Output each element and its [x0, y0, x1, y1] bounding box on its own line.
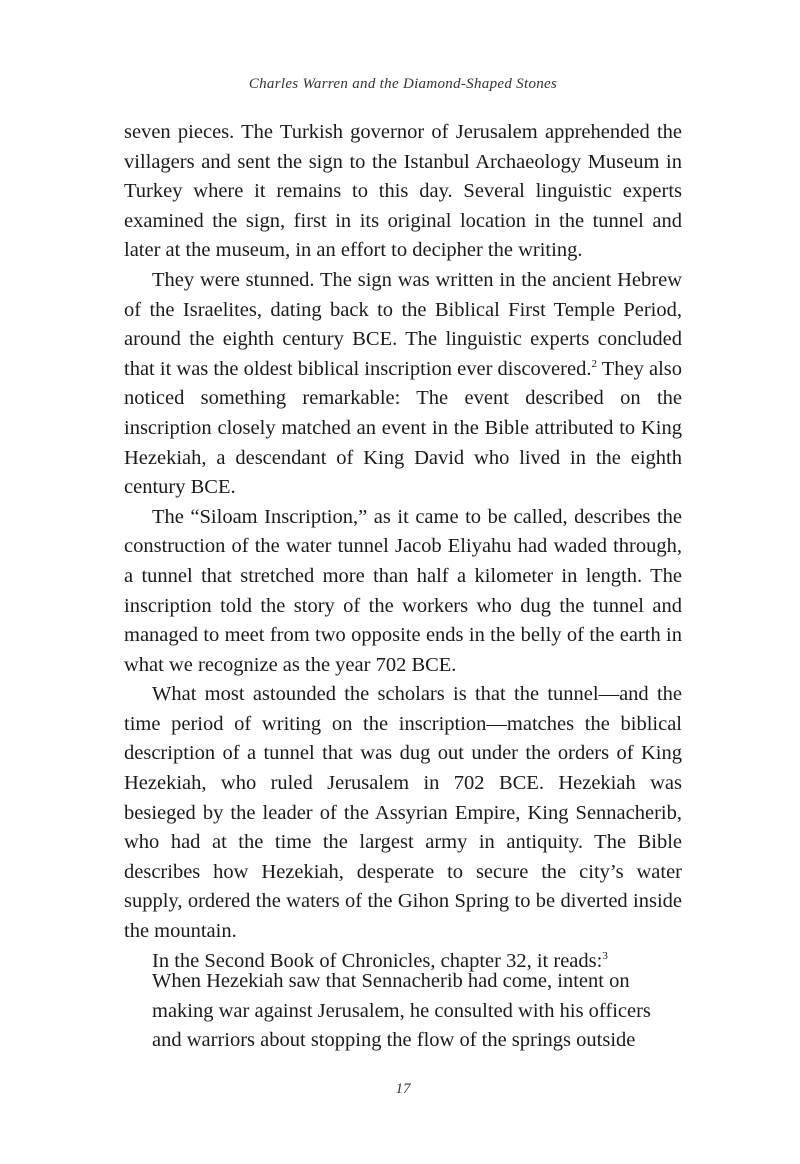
footnote-marker: 3: [602, 949, 608, 962]
paragraph-4: [124, 680, 682, 946]
body-text: [124, 118, 682, 976]
page-number: 17: [395, 1081, 411, 1097]
paragraph-1: [124, 118, 682, 266]
paragraph-3: [124, 503, 682, 681]
paragraph-text: In the Second Book of Chronicles, chapter 32, it reads:: [152, 949, 603, 972]
running-head: Charles Warren and the Diamond-Shaped Stones: [248, 76, 558, 92]
paragraph-text: seven pieces. The Turkish governor of Jerusalem apprehended the villagers and sent the sign to the Istanbul Archaeology Museum in Turkey where it remains to this day. Several linguistic experts examined the sign, first in its original location in the tunnel and later at the museum, in an effort to decipher the writing.: [124, 121, 682, 262]
paragraph-text: The “Siloam Inscription,” as it came to be called, describes the construction of the water tunnel Jacob Eliyahu had waded through, a tunnel that stretched more than half a kilometer in length. The inscription told the story of the workers who dug the tunnel and managed to meet from two opposite ends in the belly of the earth in what we recognize as the year 702 BCE.: [124, 505, 682, 676]
paragraph-text: They were stunned. The sign was written in the ancient Hebrew of the Israelites, dating back to the Biblical First Temple Period, around the eighth century BCE. The linguistic experts concluded that it was the oldest biblical inscription ever discovered.: [124, 268, 682, 380]
paragraph-text: What most astounded the scholars is that the tunnel—and the time period of writing on the inscription—matches the biblical description of a tunnel that was dug out under the orders of King Hezekiah, who ruled Jerusalem in 702 BCE. Hezekiah was besieged by the leader of the Assyrian Empire, King Sennacherib, who had at the time the largest army in antiquity. The Bible describes how Hezekiah, desperate to secure the city’s water supply, ordered the waters of the Gihon Spring to be diverted inside the mountain.: [124, 683, 682, 943]
quote-text: When Hezekiah saw that Sennacherib had come, intent on making war against Jerusalem, he consulted with his officers and warriors about stopping the flow of the springs outside: [152, 970, 651, 1052]
paragraph-2: [124, 266, 682, 503]
block-quote: [152, 967, 652, 1056]
paragraph-text-continued: They also noticed something remarkable: The event described on the inscription closely matched an event in the Bible attributed to King Hezekiah, a descendant of King David who lived in the eighth century BCE.: [124, 357, 682, 499]
footnote-marker: 2: [591, 357, 597, 370]
